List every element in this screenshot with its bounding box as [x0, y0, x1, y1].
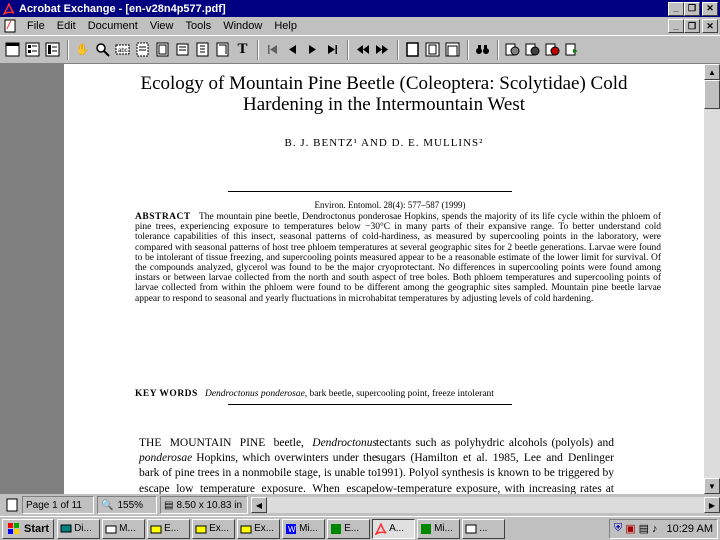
menu-view[interactable]: View: [149, 20, 174, 32]
paper-authors: B. J. BENTZ¹ AND D. E. MULLINS²: [284, 137, 484, 149]
scroll-left-button[interactable]: [251, 497, 267, 513]
excel-icon: [330, 523, 342, 535]
forward-icon[interactable]: [373, 40, 392, 59]
menu-edit[interactable]: Edit: [56, 20, 76, 32]
page-size-indicator: [160, 496, 248, 514]
fit-width-icon[interactable]: [443, 40, 462, 59]
explorer-icon: [150, 523, 162, 535]
toolbar: [0, 35, 720, 64]
scroll-down-button[interactable]: [704, 478, 720, 494]
crop-icon[interactable]: [213, 40, 232, 59]
start-label: Start: [24, 522, 50, 535]
menu-window[interactable]: Window: [223, 20, 263, 32]
task-7-active[interactable]: [372, 519, 415, 539]
page-size-icon: ▤: [164, 499, 174, 511]
scroll-up-button[interactable]: [704, 64, 720, 80]
task-label: Mi...: [299, 523, 318, 534]
task-0[interactable]: [57, 519, 100, 539]
body-column-left: [139, 436, 377, 494]
close-icon: ✕: [706, 3, 714, 13]
keywords-species: Dendroctonus ponderosae: [204, 389, 305, 399]
task-3[interactable]: [192, 519, 235, 539]
taskbar: [0, 516, 720, 540]
last-page-icon[interactable]: [323, 40, 342, 59]
start-button[interactable]: [2, 519, 54, 539]
task-4[interactable]: [237, 519, 280, 539]
minimize-icon: _: [673, 3, 679, 13]
bottom-rule: [228, 404, 512, 405]
zoom-label: 155%: [117, 499, 144, 511]
document-icon[interactable]: [3, 19, 17, 33]
excel-icon: [420, 523, 432, 535]
svg-text:abc: abc: [118, 48, 128, 54]
journal-citation: Environ. Entomol. 28(4): 577–587 (1999): [314, 200, 466, 210]
window-title: Acrobat Exchange - [en-v28n4p577.pdf]: [19, 2, 226, 15]
acrobat-icon: [375, 523, 387, 535]
restore-button[interactable]: [684, 2, 700, 16]
volume-icon[interactable]: ♪: [652, 522, 658, 535]
pdf-page: [64, 64, 704, 494]
vertical-scrollbar[interactable]: [704, 64, 720, 494]
intro-smallcaps: THE MOUNTAIN PINE: [139, 437, 266, 449]
page-label: Page 1 of 11: [26, 499, 82, 511]
scroll-thumb[interactable]: [704, 80, 720, 109]
doc-restore-button[interactable]: [684, 19, 700, 33]
task-2[interactable]: [147, 519, 190, 539]
note-icon[interactable]: [173, 40, 192, 59]
arrow-down-icon: ▼: [708, 481, 716, 491]
weblink-stop-icon[interactable]: [543, 40, 562, 59]
task-label: A...: [389, 523, 405, 534]
close-button[interactable]: [702, 2, 718, 16]
svg-text:W: W: [288, 524, 296, 534]
task-label: Ex...: [209, 523, 230, 534]
close-icon: ✕: [706, 20, 714, 31]
task-label: Mi...: [434, 523, 453, 534]
task-label: Ex...: [254, 523, 275, 534]
task-label: M...: [119, 523, 136, 534]
weblink-forward-icon[interactable]: [563, 40, 582, 59]
abstract: [135, 212, 661, 304]
restore-icon: ❐: [687, 3, 697, 13]
top-rule: [228, 191, 512, 192]
back-icon[interactable]: [353, 40, 372, 59]
network-icon[interactable]: ▣: [625, 523, 636, 535]
status-bar: [0, 494, 720, 516]
page-only-icon[interactable]: [2, 496, 21, 515]
prev-page-icon[interactable]: [283, 40, 302, 59]
zoom-small-icon: 🔍: [101, 499, 114, 511]
shield-icon[interactable]: ⛨: [613, 522, 623, 534]
doc-minimize-button[interactable]: [668, 19, 684, 33]
zoom-icon[interactable]: [93, 40, 112, 59]
key-words: [135, 389, 661, 399]
task-1[interactable]: [102, 519, 145, 539]
menu-document[interactable]: Document: [87, 20, 138, 32]
minimize-button[interactable]: [668, 2, 684, 16]
menu-help[interactable]: Help: [274, 20, 297, 32]
text-select-icon[interactable]: [113, 40, 132, 59]
minimize-icon: _: [673, 20, 679, 31]
page-indicator[interactable]: [22, 496, 94, 514]
doc-close-button[interactable]: [702, 19, 718, 33]
windows-logo-icon: [7, 523, 21, 535]
task-label: Di...: [74, 523, 92, 534]
printer-icon[interactable]: ▤: [638, 523, 650, 535]
task-label: E...: [164, 523, 180, 534]
paper-title: [64, 73, 704, 115]
link-icon[interactable]: [193, 40, 212, 59]
scroll-right-button[interactable]: [704, 497, 720, 513]
task-5[interactable]: [282, 519, 325, 539]
page-size-label: 8.50 x 10.83 in: [176, 499, 243, 511]
paper-title-line-2: Hardening in the Intermountain West: [243, 94, 525, 115]
document-viewport[interactable]: [0, 64, 704, 494]
menu-file[interactable]: File: [27, 20, 45, 32]
overview-icon[interactable]: [3, 40, 22, 59]
weblink-back-icon[interactable]: [523, 40, 542, 59]
task-label: ...: [479, 523, 488, 534]
zoom-indicator[interactable]: [97, 496, 157, 514]
task-9[interactable]: [462, 519, 505, 539]
intro-beetle: beetle,: [265, 437, 313, 449]
task-6[interactable]: [327, 519, 370, 539]
task-8[interactable]: [417, 519, 460, 539]
arrow-left-icon: ◀: [255, 500, 263, 510]
first-page-icon[interactable]: [263, 40, 282, 59]
word-icon: [285, 523, 297, 535]
desktop-icon: [60, 523, 72, 535]
horizontal-scrollbar[interactable]: [251, 497, 720, 513]
task-label: E...: [344, 523, 360, 534]
text-tool-icon[interactable]: T: [237, 41, 248, 57]
intro-species: Dendroctonus ponderosae: [139, 437, 377, 465]
acrobat-icon[interactable]: [2, 2, 16, 16]
actual-size-icon[interactable]: [403, 40, 422, 59]
paper-title-line-1: Ecology of Mountain Pine Beetle (Coleoptera: Scolytidae) Cold: [140, 73, 628, 94]
menu-tools[interactable]: Tools: [185, 20, 212, 32]
next-page-icon[interactable]: [303, 40, 322, 59]
system-tray: [609, 519, 718, 539]
bookmarks-icon[interactable]: [43, 40, 62, 59]
keywords-rest: , bark beetle, supercooling point, freeze intolerant: [304, 389, 494, 399]
column-select-icon[interactable]: [133, 40, 152, 59]
window-icon: [465, 523, 477, 535]
web-link-icon[interactable]: [503, 40, 522, 59]
restore-icon: ❐: [687, 20, 697, 31]
keywords-label: KEY WORDS: [135, 389, 198, 399]
hand-icon[interactable]: ✋: [75, 44, 90, 56]
intro-rest: Hopkins, which overwinters under the bark of pine trees in a nonmobile stage, is unable to escape low temperature exposure. When escape: [139, 452, 377, 494]
thumbnails-icon[interactable]: [23, 40, 42, 59]
title-bar: [0, 0, 720, 17]
menu-bar: [0, 17, 720, 35]
fit-page-icon[interactable]: [423, 40, 442, 59]
folder-icon: [240, 523, 252, 535]
body-column-right: tectants such as polyhydric alcohols (polyols) and sugars (Hamilton et al. 1985, Lee and Denlinger 1991). Polyol synthesis is known to be triggered by low-temperature exposure, with increasing rates at: [376, 437, 614, 494]
find-icon[interactable]: [473, 40, 492, 59]
clock[interactable]: 10:29 AM: [666, 522, 713, 535]
graphics-select-icon[interactable]: [153, 40, 172, 59]
abstract-text: The mountain pine beetle, Dendroctonus ponderosae Hopkins, spends the majority of its life cycle within the phloem of pine trees, experiencing exposure to temperatures below −30°C in many parts of their expansive range. To better understand cold tolerance capabilities of this insect, seasonal patterns of cold-hardiness, as measured by supercooling points in the laboratory, were compared with seasonal patterns of host tree phloem temperatures at several geographic sites for 2 beetle generations. Larvae were found to be intolerant of tissue freezing, and supercooling points measured appear to be a reasonable estimate of the lower limit for survival. Of the compounds analyzed, glycerol was found to be the major cryoprotectant. No differences in supercooling points were found among instars or between larvae collected from the north and south aspect of tree boles. Both phloem temperatures and supercooling points of larvae collected from within the phloem were found to be different among the geographic sites sampled. Mountain pine beetle larvae appear to respond to seasonal and yearly fluctuations in microhabitat temperatures by adjusting levels of cold hardening.: [135, 212, 661, 304]
folder-icon: [195, 523, 207, 535]
arrow-right-icon: ▶: [708, 500, 716, 510]
arrow-up-icon: ▲: [708, 67, 716, 77]
abstract-label: ABSTRACT: [135, 212, 191, 222]
mail-icon: [105, 523, 117, 535]
